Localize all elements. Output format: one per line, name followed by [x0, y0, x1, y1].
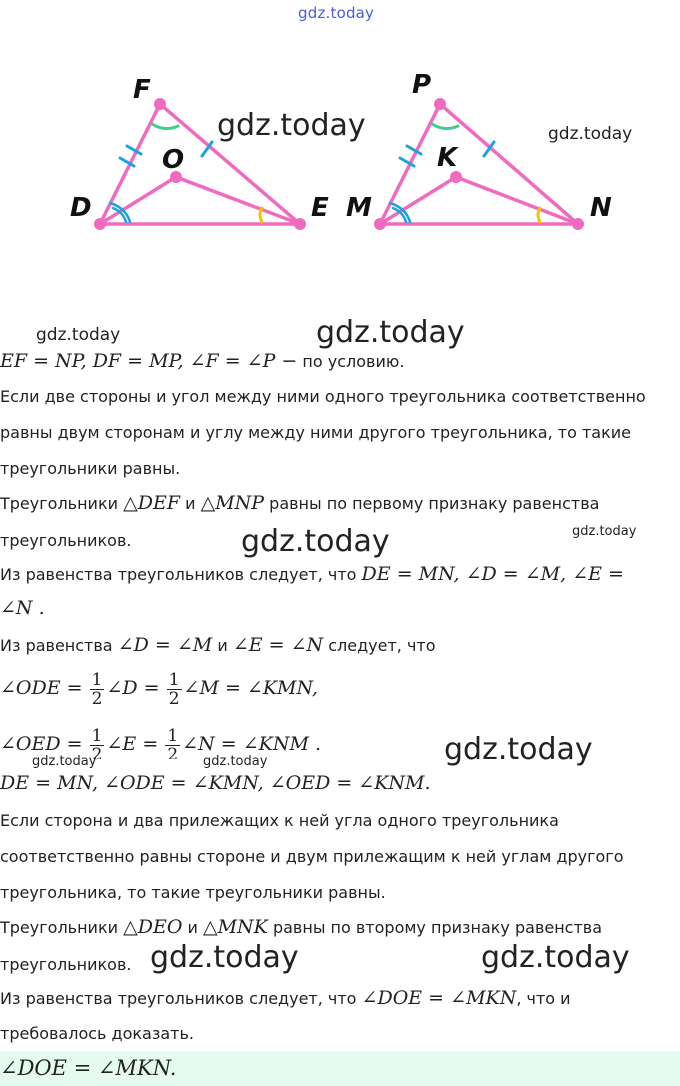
text: Из равенства [0, 636, 118, 655]
math: ∠E = [106, 733, 159, 755]
math: △MNP [200, 492, 265, 514]
vertex-label-n: N [590, 193, 612, 223]
text: . [32, 597, 45, 619]
fraction-den: 2 [91, 745, 103, 759]
fraction-num: 1 [168, 670, 180, 690]
text: Треугольники [0, 918, 124, 937]
fraction-half [167, 671, 182, 708]
text: равны по второму признаку равенства [267, 918, 603, 937]
line-asa-rule-3: треугольника, то такие треугольники равны. [0, 883, 386, 902]
fraction-half [90, 671, 105, 708]
math: ∠ODE = [0, 677, 83, 699]
answer-math: ∠DOE = ∠MKN. [0, 1056, 177, 1080]
watermark-8: gdz.today [150, 940, 299, 975]
line-first-criterion [0, 493, 599, 514]
watermark-4: gdz.today [572, 524, 637, 539]
line-asa-rule-2: соответственно равны стороне и двум прилежащим к ней углам другого [0, 847, 624, 866]
text: следует, что [323, 636, 436, 655]
math: ∠N [0, 597, 33, 619]
math: ∠D = ∠M [117, 634, 213, 656]
text: , что и [516, 989, 571, 1008]
line-conclusion-2: требовалось доказать. [0, 1024, 195, 1043]
watermark-5: gdz.today [444, 732, 593, 767]
line-asa-rule-1: Если сторона и два прилежащих к ней угла одного треугольника [0, 811, 559, 830]
math: △DEO [123, 916, 183, 938]
math: ∠M = ∠KMN, [183, 677, 318, 699]
watermark-6: gdz.today [32, 754, 97, 769]
math: DE = MN, ∠D = ∠M, ∠E = [361, 563, 624, 585]
watermark-diagram-big: gdz.today [217, 108, 366, 143]
triangles-diagram [0, 60, 680, 250]
math: DE = MN, ∠ODE = ∠KMN, ∠OED = ∠KNM. [0, 772, 431, 794]
math: △MNK [202, 916, 268, 938]
line-conclusion-1 [0, 988, 571, 1009]
math: ∠DOE = ∠MKN [361, 987, 517, 1009]
fraction-den: 2 [167, 745, 179, 759]
line-sas-rule-1: Если две стороны и угол между ними одного треугольника соответственно [0, 387, 646, 406]
line-half-angle-2 [0, 725, 321, 759]
fraction-num: 1 [167, 726, 179, 746]
vertex-label-e: E [311, 193, 329, 223]
watermark-top: gdz.today [298, 4, 375, 22]
line-sas-rule-2: равны двум сторонам и углу между ними другого треугольника, то такие [0, 423, 631, 442]
line-angles-equal [0, 635, 436, 656]
text: . [308, 733, 321, 755]
fraction-half [165, 727, 180, 759]
math: ∠E = ∠N [232, 634, 324, 656]
text: и [180, 494, 201, 513]
vertex-label-f: F [133, 75, 151, 105]
text: Треугольники [0, 494, 124, 513]
vertex-label-m: M [346, 193, 372, 223]
triangle-mnp [380, 104, 578, 224]
line-triangles-2: треугольников. [0, 955, 132, 974]
math-given: EF = NP, DF = MP, ∠F = ∠P − [0, 350, 298, 372]
line-given [0, 351, 404, 372]
line-second-criterion [0, 917, 602, 938]
text: и [212, 636, 233, 655]
line-sas-rule-3: треугольники равны. [0, 459, 181, 478]
math: ∠OED = [0, 733, 83, 755]
math: ∠D = [106, 677, 160, 699]
vertex-label-p: P [412, 70, 432, 100]
fraction-half [90, 727, 105, 759]
fraction-den: 2 [91, 689, 103, 709]
text-given: по условию. [297, 352, 405, 371]
answer-line [0, 1058, 176, 1080]
watermark-7: gdz.today [203, 754, 268, 769]
text: равны по первому признаку равенства [264, 494, 600, 513]
line-consequence-2 [0, 598, 45, 619]
text: Из равенства треугольников следует, что [0, 565, 362, 584]
math: ∠N = ∠KNM [182, 733, 309, 755]
fraction-num: 1 [91, 670, 103, 690]
vertex-label-d: D [70, 193, 92, 223]
text: и [182, 918, 203, 937]
vertex-label-o: O [162, 145, 185, 175]
watermark-9: gdz.today [481, 940, 630, 975]
math: △DEF [123, 492, 181, 514]
watermark-diagram-small: gdz.today [548, 124, 633, 144]
fraction-den: 2 [168, 689, 180, 709]
watermark-3: gdz.today [241, 524, 390, 559]
watermark-2: gdz.today [316, 315, 465, 350]
line-half-angle-1 [0, 669, 318, 708]
line-consequence-1 [0, 564, 624, 585]
line-summary-equalities [0, 773, 431, 794]
vertex-label-k: K [437, 143, 458, 173]
line-triangles-1: треугольников. [0, 531, 132, 550]
text: Из равенства треугольников следует, что [0, 989, 362, 1008]
fraction-num: 1 [91, 726, 103, 746]
watermark-1: gdz.today [36, 325, 121, 345]
